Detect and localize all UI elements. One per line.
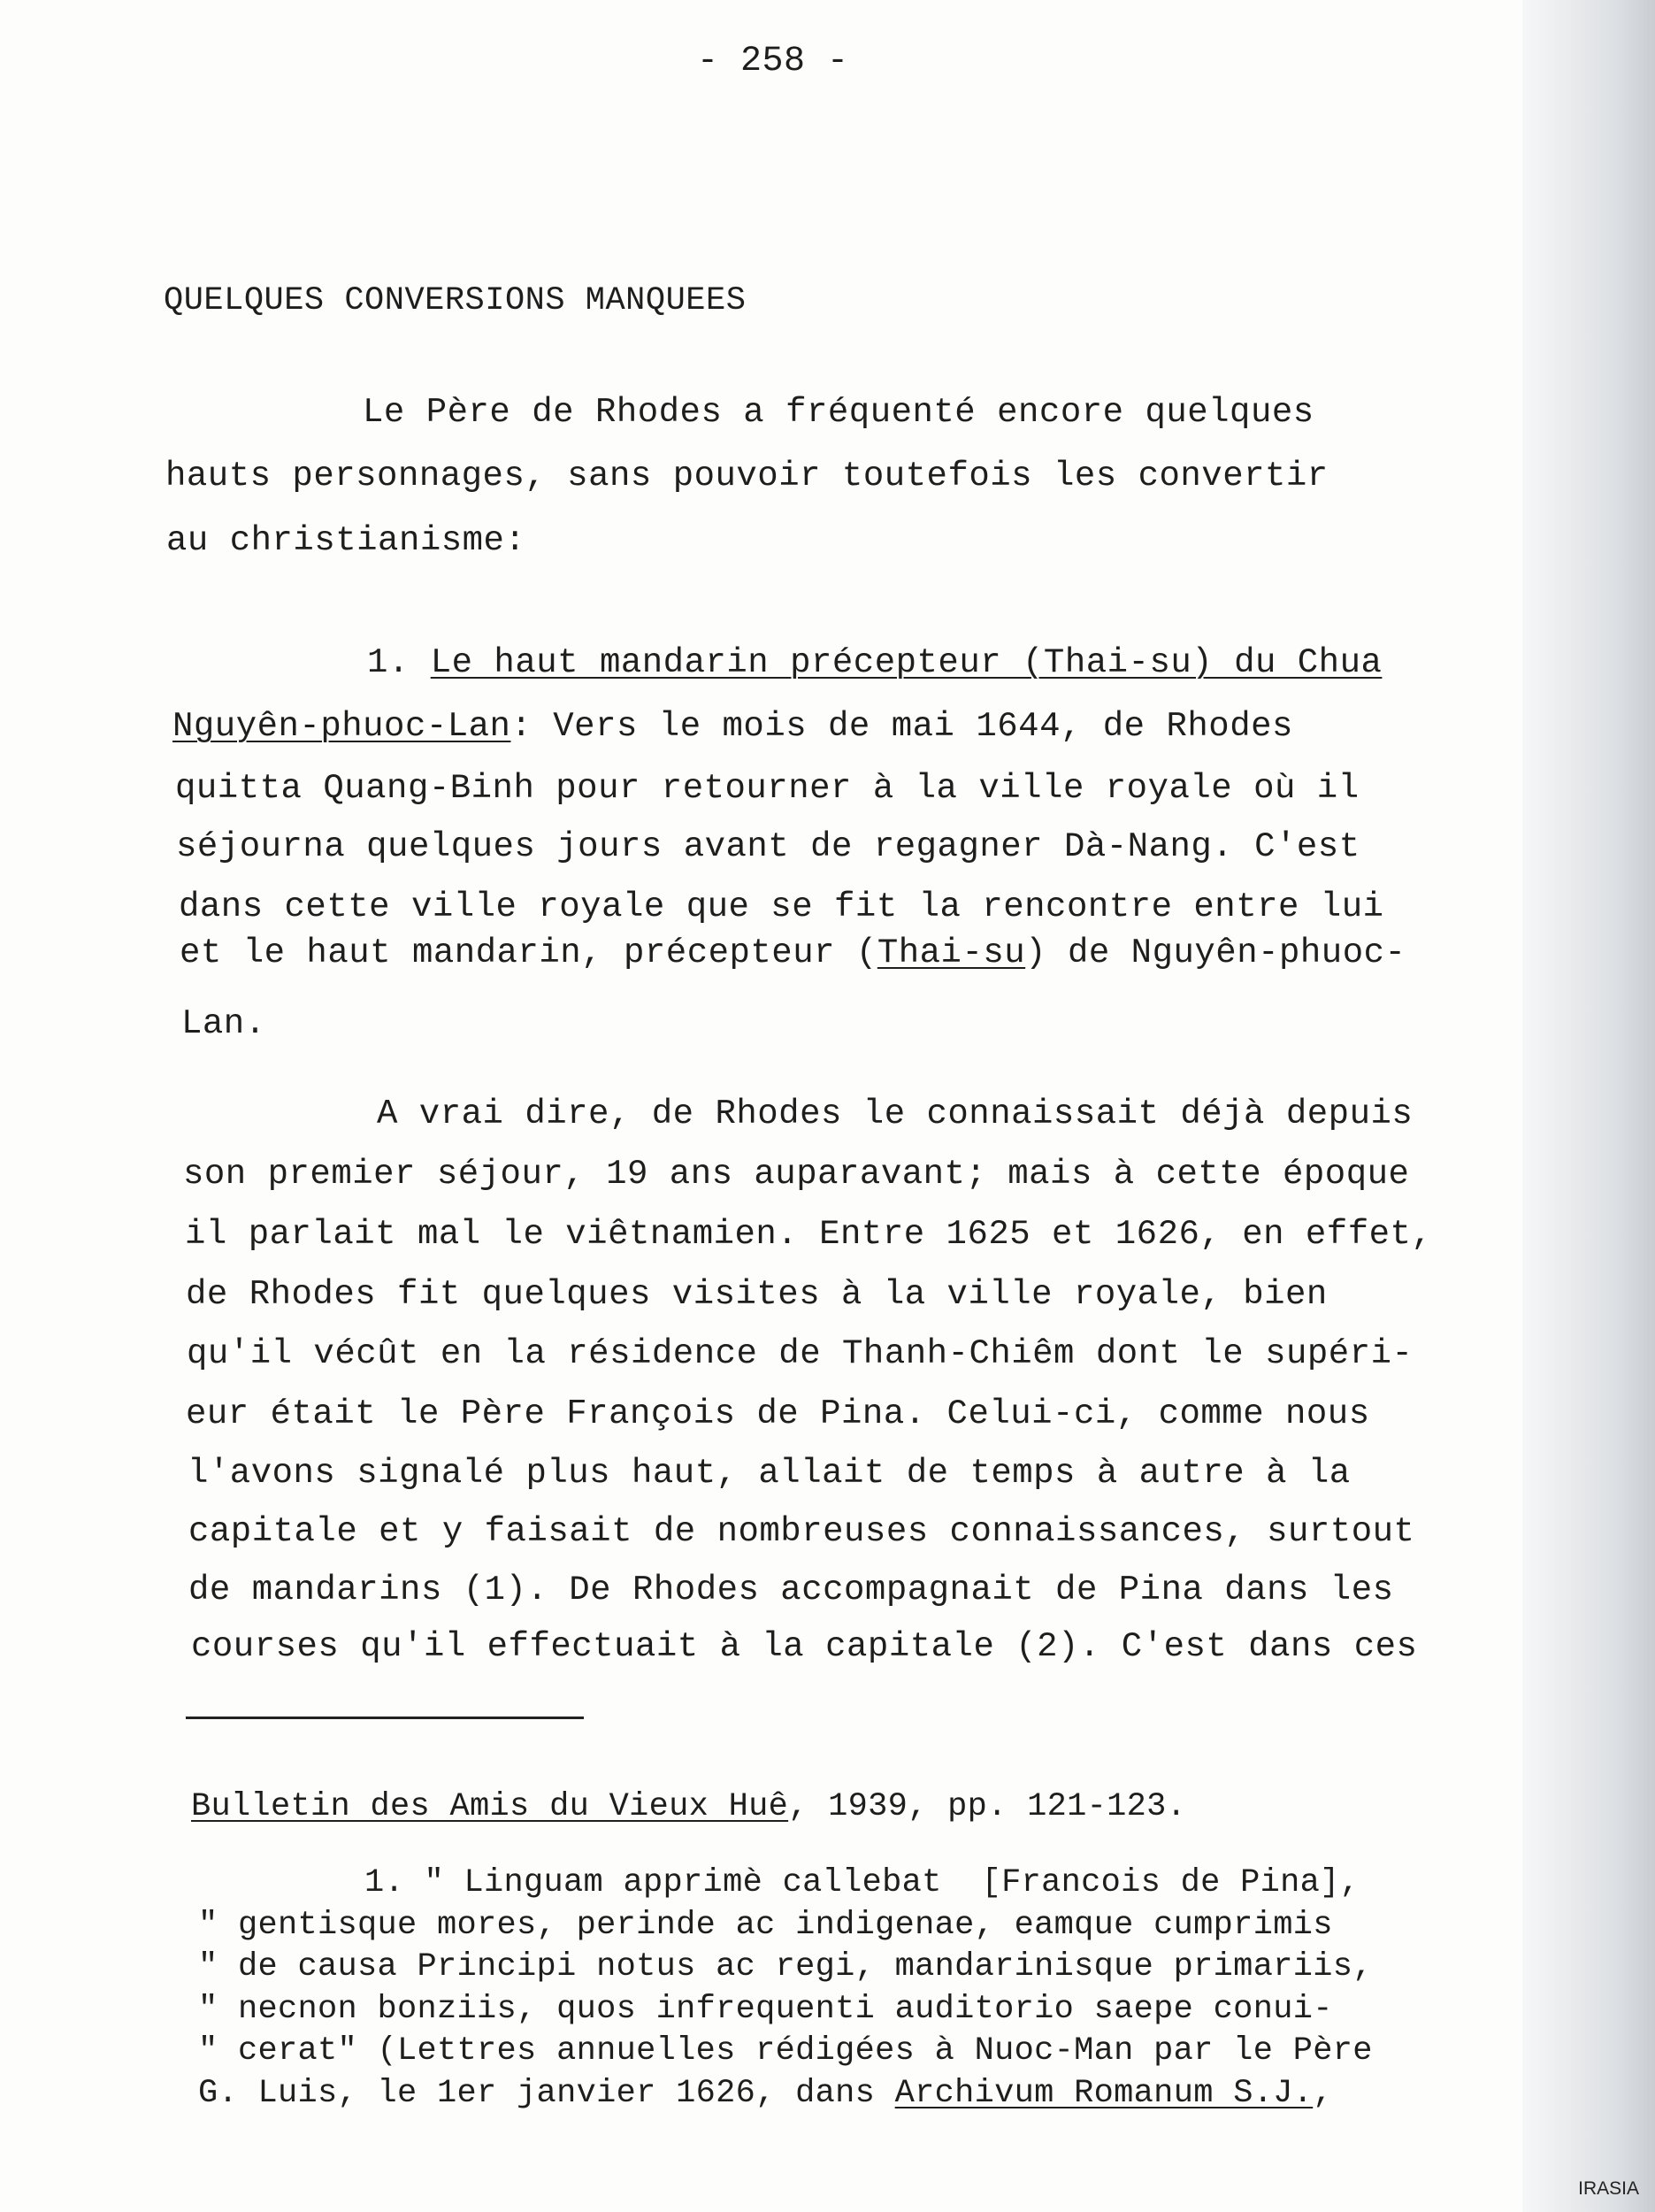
section1-line-6 — [180, 933, 1406, 972]
footnote-1-line-1: 1. " Linguam apprimè callebat [Francois de Pina], — [364, 1864, 1360, 1901]
section1-line-5: dans cette ville royale que se fit la rencontre entre lui — [179, 887, 1384, 926]
intro-line-3: au christianisme: — [166, 521, 526, 560]
section1-line-2-text: : Vers le mois de mai 1644, de Rhodes — [510, 707, 1293, 746]
footnote-1-archive-title: Archivum Romanum S.J. — [894, 2075, 1314, 2112]
section1-title: Le haut mandarin précepteur (Thai-su) du Chua — [430, 643, 1383, 682]
footnote-reference-title: Bulletin des Amis du Vieux Huê — [191, 1788, 789, 1825]
paragraph2-line-8: capitale et y faisait de nombreuses connaissances, surtout — [188, 1512, 1415, 1551]
paragraph2-line-7: l'avons signalé plus haut, allait de temps à autre à la — [188, 1454, 1351, 1493]
footnote-1-line-5: " cerat" (Lettres annuelles rédigées à Nuoc-Man par le Père — [198, 2032, 1373, 2070]
intro-line-2: hauts personnages, sans pouvoir toutefois les convertir — [165, 457, 1329, 495]
section1-line-6-before: et le haut mandarin, précepteur ( — [180, 933, 877, 972]
section1-line-3: quitta Quang-Binh pour retourner à la ville royale où il — [175, 769, 1360, 808]
section1-line-6-after: ) de Nguyên-phuoc- — [1025, 933, 1406, 972]
scan-edge — [1522, 0, 1655, 2212]
page-number: - 258 - — [697, 42, 849, 81]
paragraph2-line-9: de mandarins (1). De Rhodes accompagnait de Pina dans les — [188, 1571, 1394, 1609]
footnote-1-line-6-before: G. Luis, le 1er janvier 1626, dans — [198, 2075, 895, 2112]
section1-line-1 — [367, 643, 1383, 682]
section1-line-4: séjourna quelques jours avant de regagner Dà-Nang. C'est — [176, 827, 1360, 866]
section1-line-7: Lan. — [181, 1004, 266, 1043]
section-heading: QUELQUES CONVERSIONS MANQUEES — [164, 282, 747, 319]
section1-line-6-underlined: Thai-su — [877, 933, 1026, 972]
section1-line-2 — [172, 707, 1293, 746]
footnote-1-line-6-after: , — [1313, 2075, 1333, 2112]
footnote-1-line-6 — [198, 2075, 1333, 2112]
watermark: IRASIA — [1578, 2178, 1639, 2199]
footnote-separator — [186, 1717, 584, 1719]
paragraph2-line-3: il parlait mal le viêtnamien. Entre 1625 et 1626, en effet, — [185, 1215, 1433, 1254]
section1-title-name: Nguyên-phuoc-Lan — [172, 707, 511, 746]
paragraph2-line-1: A vrai dire, de Rhodes le connaissait déjà depuis — [377, 1094, 1414, 1133]
intro-line-1: Le Père de Rhodes a fréquenté encore quelques — [363, 393, 1314, 432]
paragraph2-line-6: eur était le Père François de Pina. Celui-ci, comme nous — [186, 1394, 1370, 1433]
footnote-reference-rest: , 1939, pp. 121-123. — [788, 1788, 1187, 1825]
footnote-1-line-2: " gentisque mores, perinde ac indigenae, eamque cumprimis — [198, 1907, 1333, 1944]
paragraph2-line-4: de Rhodes fit quelques visites à la ville royale, bien — [186, 1275, 1328, 1314]
footnote-reference — [191, 1788, 1187, 1825]
section1-number: 1. — [367, 643, 431, 682]
footnote-1-line-4: " necnon bonziis, quos infrequenti auditorio saepe conui- — [198, 1991, 1333, 2028]
paragraph2-line-2: son premier séjour, 19 ans auparavant; mais à cette époque — [183, 1155, 1410, 1194]
paragraph2-line-10: courses qu'il effectuait à la capitale (2). C'est dans ces — [191, 1627, 1418, 1666]
paragraph2-line-5: qu'il vécût en la résidence de Thanh-Chiêm dont le supéri- — [187, 1334, 1414, 1373]
footnote-1-line-3: " de causa Principi notus ac regi, mandarinisque primariis, — [198, 1948, 1373, 1985]
